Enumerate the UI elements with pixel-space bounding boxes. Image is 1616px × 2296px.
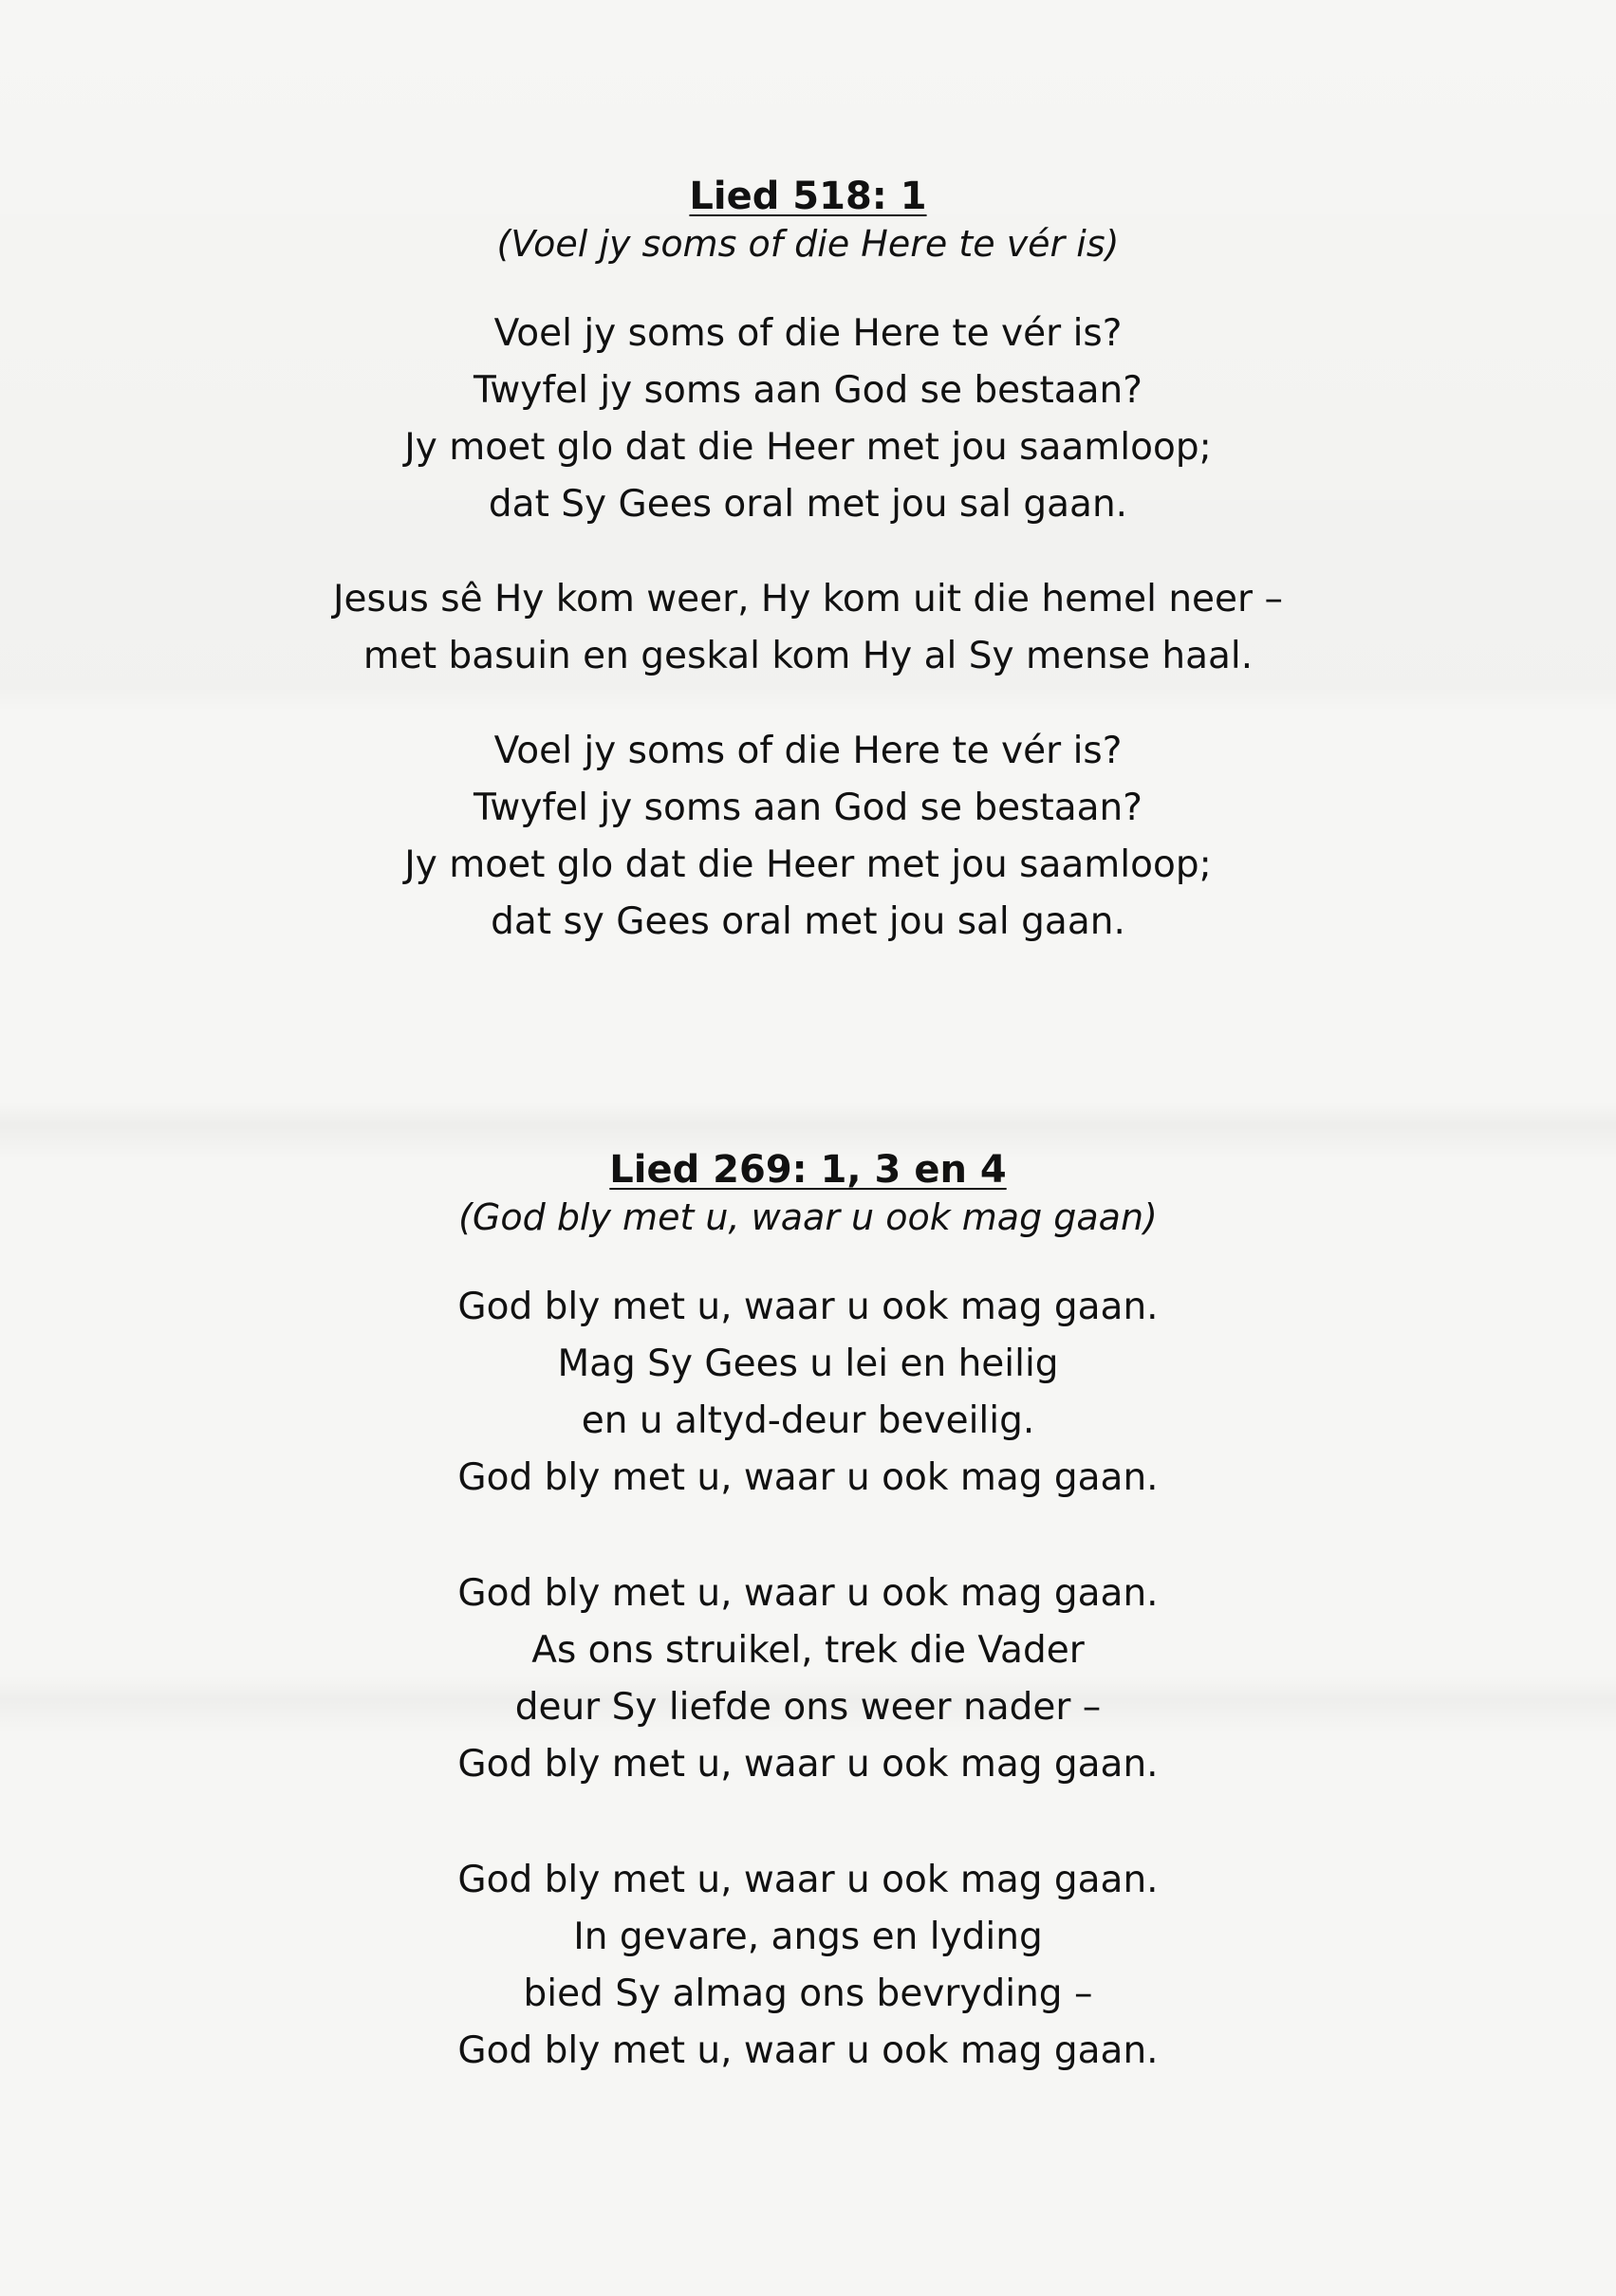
chorus	[0, 571, 1616, 685]
lyric-line: In gevare, angs en lyding	[573, 1916, 1043, 1958]
lyric-line: bied Sy almag ons bevryding –	[523, 1972, 1093, 2015]
lyric-line: dat Sy Gees oral met jou sal gaan.	[488, 483, 1128, 526]
song-subtitle: (Voel jy soms of die Here te vér is)	[496, 223, 1120, 265]
lyric-line: met basuin en geskal kom Hy al Sy mense haal.	[362, 635, 1254, 677]
lyric-line: Jesus sê Hy kom weer, Hy kom uit die hemel neer –	[333, 578, 1283, 620]
lyric-line: God bly met u, waar u ook mag gaan.	[457, 1286, 1159, 1328]
stanza-4	[0, 1852, 1616, 2080]
lyric-line: Twyfel jy soms aan God se bestaan?	[474, 369, 1142, 412]
lyric-line: God bly met u, waar u ook mag gaan.	[457, 2029, 1159, 2072]
lyric-line: en u altyd-deur beveilig.	[581, 1399, 1035, 1442]
lyric-line: God bly met u, waar u ook mag gaan.	[457, 1572, 1159, 1615]
lyric-line: As ons struikel, trek die Vader	[531, 1629, 1085, 1672]
lyric-line: dat sy Gees oral met jou sal gaan.	[491, 900, 1125, 943]
song-title: Lied 269: 1, 3 en 4	[609, 1148, 1007, 1192]
stanza-2	[0, 723, 1616, 951]
song-title: Lied 518: 1	[689, 175, 927, 218]
stanza-3	[0, 1565, 1616, 1793]
song-lied-518	[0, 173, 1616, 989]
lyric-line: God bly met u, waar u ook mag gaan.	[457, 1859, 1159, 1901]
lyric-line: God bly met u, waar u ook mag gaan.	[457, 1743, 1159, 1786]
lyric-line: Voel jy soms of die Here te vér is?	[493, 312, 1123, 355]
stanza-1	[0, 306, 1616, 533]
stanza-1	[0, 1279, 1616, 1507]
lyric-line: deur Sy liefde ons weer nader –	[514, 1686, 1102, 1729]
lyric-line: Voel jy soms of die Here te vér is?	[493, 730, 1123, 772]
lyric-line: Jy moet glo dat die Heer met jou saamloop;	[404, 843, 1212, 886]
lyric-line: God bly met u, waar u ook mag gaan.	[457, 1456, 1159, 1499]
song-lied-269	[0, 1146, 1616, 2139]
song-subtitle: (God bly met u, waar u ook mag gaan)	[458, 1196, 1158, 1238]
lyric-line: Twyfel jy soms aan God se bestaan?	[474, 787, 1142, 829]
lyric-line: Mag Sy Gees u lei en heilig	[557, 1342, 1059, 1385]
lyric-line: Jy moet glo dat die Heer met jou saamloop;	[404, 426, 1212, 469]
